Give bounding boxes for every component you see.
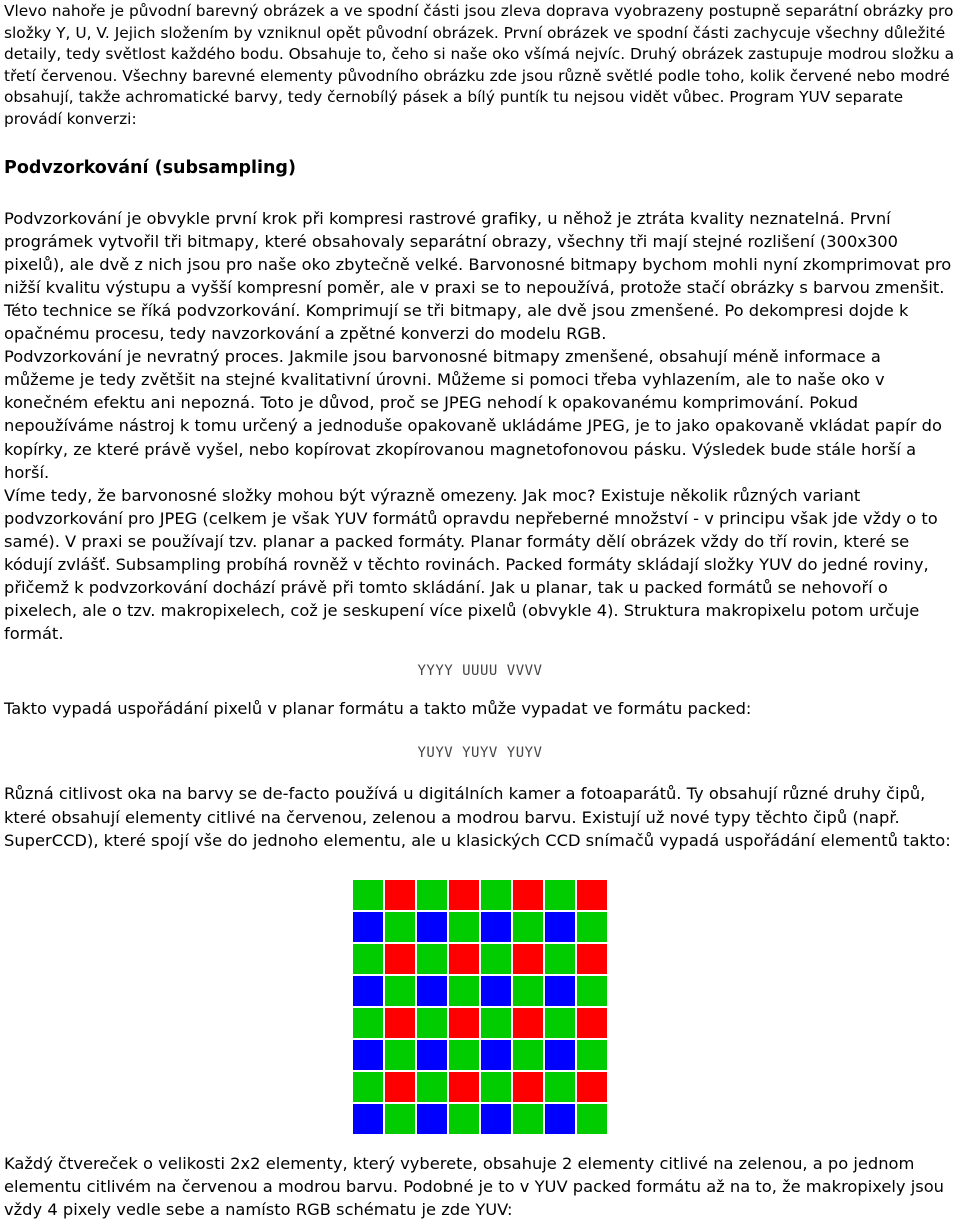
intro-paragraph: Vlevo nahoře je původní barevný obrázek a ve spodní části jsou zleva doprava vyobrazeny postupně separátní obrázky pro složky Y, U, V. Jejich složením by vzniknul opět původní obrázek. První obrázek ve spodní části zachycuje všechny důležité detaily, tedy světlost každého bodu. Obsahuje to, čeho si naše oko všímá nejvíc. Druhý obrázek zastupuje modrou složku a třetí červenou. Všechny barevné elementy původního obrázku zde jsou různě světlé podle toho, kolik červené nebo modré obsahují, takže achromatické barvy, tedy černobílý pásek a bílý puntík tu nejsou vidět vůbec. Program YUV separate provádí konverzi: — [4, 2, 955, 128]
bayer-cell-blue — [353, 1040, 383, 1070]
planar-caption: Takto vypadá uspořádání pixelů v planar formátu a takto může vypadat ve formátu packed: — [4, 699, 752, 719]
bayer-cell-green — [385, 1104, 415, 1134]
bayer-cell-green — [417, 1072, 447, 1102]
bayer-cell-red — [385, 944, 415, 974]
bayer-cell-blue — [481, 1104, 511, 1134]
bayer-cell-blue — [417, 912, 447, 942]
bayer-cell-green — [577, 1104, 607, 1134]
bayer-cell-blue — [417, 976, 447, 1006]
planar-format-example: YYYY UUUU VVVV — [417, 663, 543, 680]
paragraph-irreversible: Podvzorkování je nevratný proces. Jakmile jsou barvonosné bitmapy zmenšené, obsahují méně informace a můžeme je tedy zvětšit na stejné kvalitativní úrovni. Můžeme si pomoci třeba vyhlazením, ale to naše oko v konečném efektu ani nepozná. Toto je důvod, proč se JPEG nehodí k opakovanému komprimování. Pokud nepoužíváme nástroj k tomu určený a jednoduše opakovaně ukládáme JPEG, je to jako opakovaně vkládat papír do kopírky, ze které právě vyšel, nebo kopírovat zkopírovanou magnetofonovou pásku. Výsledek bude stále horší a horší. — [4, 347, 942, 482]
bayer-filter-figure — [4, 878, 956, 1136]
bayer-cell-green — [417, 880, 447, 910]
bayer-cell-green — [353, 944, 383, 974]
bayer-cell-red — [577, 1008, 607, 1038]
bayer-cell-blue — [545, 1104, 575, 1134]
bayer-cell-green — [481, 1072, 511, 1102]
bayer-cell-red — [577, 944, 607, 974]
paragraph-formats: Víme tedy, že barvonosné složky mohou být výrazně omezeny. Jak moc? Existuje několik různých variant podvzorkování pro JPEG (celkem je však YUV formátů opravdu nepřeberné množství - v principu však jde vždy o to samé). V praxi se používají tzv. planar a packed formáty. Planar formáty dělí obrázek vždy do tří rovin, které se kódují zvlášť. Subsampling probíhá rovněž v těchto rovinách. Packed formáty skládají složky YUV do jedné roviny, přičemž k podvzorkování dochází právě při tomto skládání. Jak u planar, tak u packed formátů se nehovoří o pixelech, ale o tzv. makropixelech, což je seskupení více pixelů (obvykle 4). Struktura makropixelu potom určuje formát. — [4, 485, 938, 644]
bayer-cell-blue — [481, 976, 511, 1006]
bayer-cell-green — [481, 944, 511, 974]
bayer-cell-red — [577, 1072, 607, 1102]
sensor-paragraph: Různá citlivost oka na barvy se de-facto používá u digitálních kamer a fotoaparátů. Ty obsahují různé druhy čipů, které obsahují elementy citlivé na červenou, zelenou a modrou barvu. Existují už nové typy těchto čipů (např. SuperCCD), které spojí vše do jednoho elementu, ale u klasických CCD snímačů vypadá uspořádání elementů takto: — [4, 784, 951, 850]
bayer-cell-green — [449, 1040, 479, 1070]
packed-format-example: YUYV YUYV YUYV — [417, 745, 543, 762]
bayer-cell-red — [449, 880, 479, 910]
bayer-cell-green — [385, 976, 415, 1006]
bayer-cell-green — [481, 1008, 511, 1038]
bayer-cell-red — [385, 1008, 415, 1038]
bayer-cell-red — [449, 1008, 479, 1038]
bayer-cell-green — [449, 976, 479, 1006]
bayer-cell-blue — [545, 1040, 575, 1070]
bayer-cell-red — [385, 880, 415, 910]
bayer-cell-green — [353, 880, 383, 910]
bayer-cell-green — [353, 1072, 383, 1102]
bayer-cell-green — [513, 1040, 543, 1070]
bayer-cell-green — [577, 912, 607, 942]
bayer-cell-green — [353, 1008, 383, 1038]
bayer-cell-red — [513, 944, 543, 974]
bayer-cell-green — [481, 880, 511, 910]
bayer-cell-blue — [353, 976, 383, 1006]
bayer-cell-green — [513, 912, 543, 942]
bayer-cell-red — [577, 880, 607, 910]
bayer-cell-red — [513, 1008, 543, 1038]
bayer-cell-blue — [417, 1040, 447, 1070]
bayer-cell-blue — [481, 912, 511, 942]
closing-paragraph: Každý čtvereček o velikosti 2x2 elementy, který vyberete, obsahuje 2 elementy citlivé na zelenou, a po jednom elementu citlivém na červenou a modrou barvu. Podobné je to v YUV packed formátu až na to, že makropixely jsou vždy 4 pixely vedle sebe a namísto RGB schématu je zde YUV: — [4, 1153, 945, 1219]
bayer-cell-green — [417, 944, 447, 974]
bayer-cell-red — [385, 1072, 415, 1102]
bayer-cell-green — [449, 1104, 479, 1134]
bayer-cell-blue — [481, 1040, 511, 1070]
bayer-cell-green — [545, 1008, 575, 1038]
bayer-cell-blue — [545, 912, 575, 942]
bayer-cell-green — [417, 1008, 447, 1038]
bayer-cell-blue — [417, 1104, 447, 1134]
bayer-cell-green — [513, 1104, 543, 1134]
bayer-grid — [351, 878, 609, 1136]
bayer-cell-blue — [353, 912, 383, 942]
bayer-cell-green — [577, 976, 607, 1006]
bayer-cell-red — [513, 880, 543, 910]
bayer-cell-green — [385, 1040, 415, 1070]
bayer-cell-blue — [353, 1104, 383, 1134]
bayer-cell-red — [449, 1072, 479, 1102]
bayer-cell-green — [545, 944, 575, 974]
bayer-cell-green — [449, 912, 479, 942]
bayer-cell-blue — [545, 976, 575, 1006]
bayer-cell-green — [513, 976, 543, 1006]
bayer-cell-red — [513, 1072, 543, 1102]
paragraph-subsampling-intro: Podvzorkování je obvykle první krok při kompresi rastrové grafiky, u něhož je ztráta kvality neznatelná. První prográmek vytvořil tři bitmapy, které obsahovaly separátní obrazy, všechny tři mají stejné rozlišení (300x300 pixelů), ale dvě z nich jsou pro naše oko zbytečně velké. Barvonosné bitmapy bychom mohli nyní zkomprimovat pro nižší kvalitu výstupu a vyšší kompresní poměr, ale v praxi se to nepoužívá, protože stačí obrázky s barvou zmenšit. Této technice se říká podvzorkování. Komprimují se tři bitmapy, ale dvě jsou zmenšené. Po dekompresi dojde k opačnému procesu, tedy navzorkování a zpětné konverzi do modelu RGB. — [4, 208, 952, 344]
bayer-cell-green — [385, 912, 415, 942]
bayer-cell-green — [545, 1072, 575, 1102]
section-heading: Podvzorkování (subsampling) — [4, 157, 296, 178]
bayer-cell-green — [545, 880, 575, 910]
bayer-cell-red — [449, 944, 479, 974]
bayer-cell-green — [577, 1040, 607, 1070]
